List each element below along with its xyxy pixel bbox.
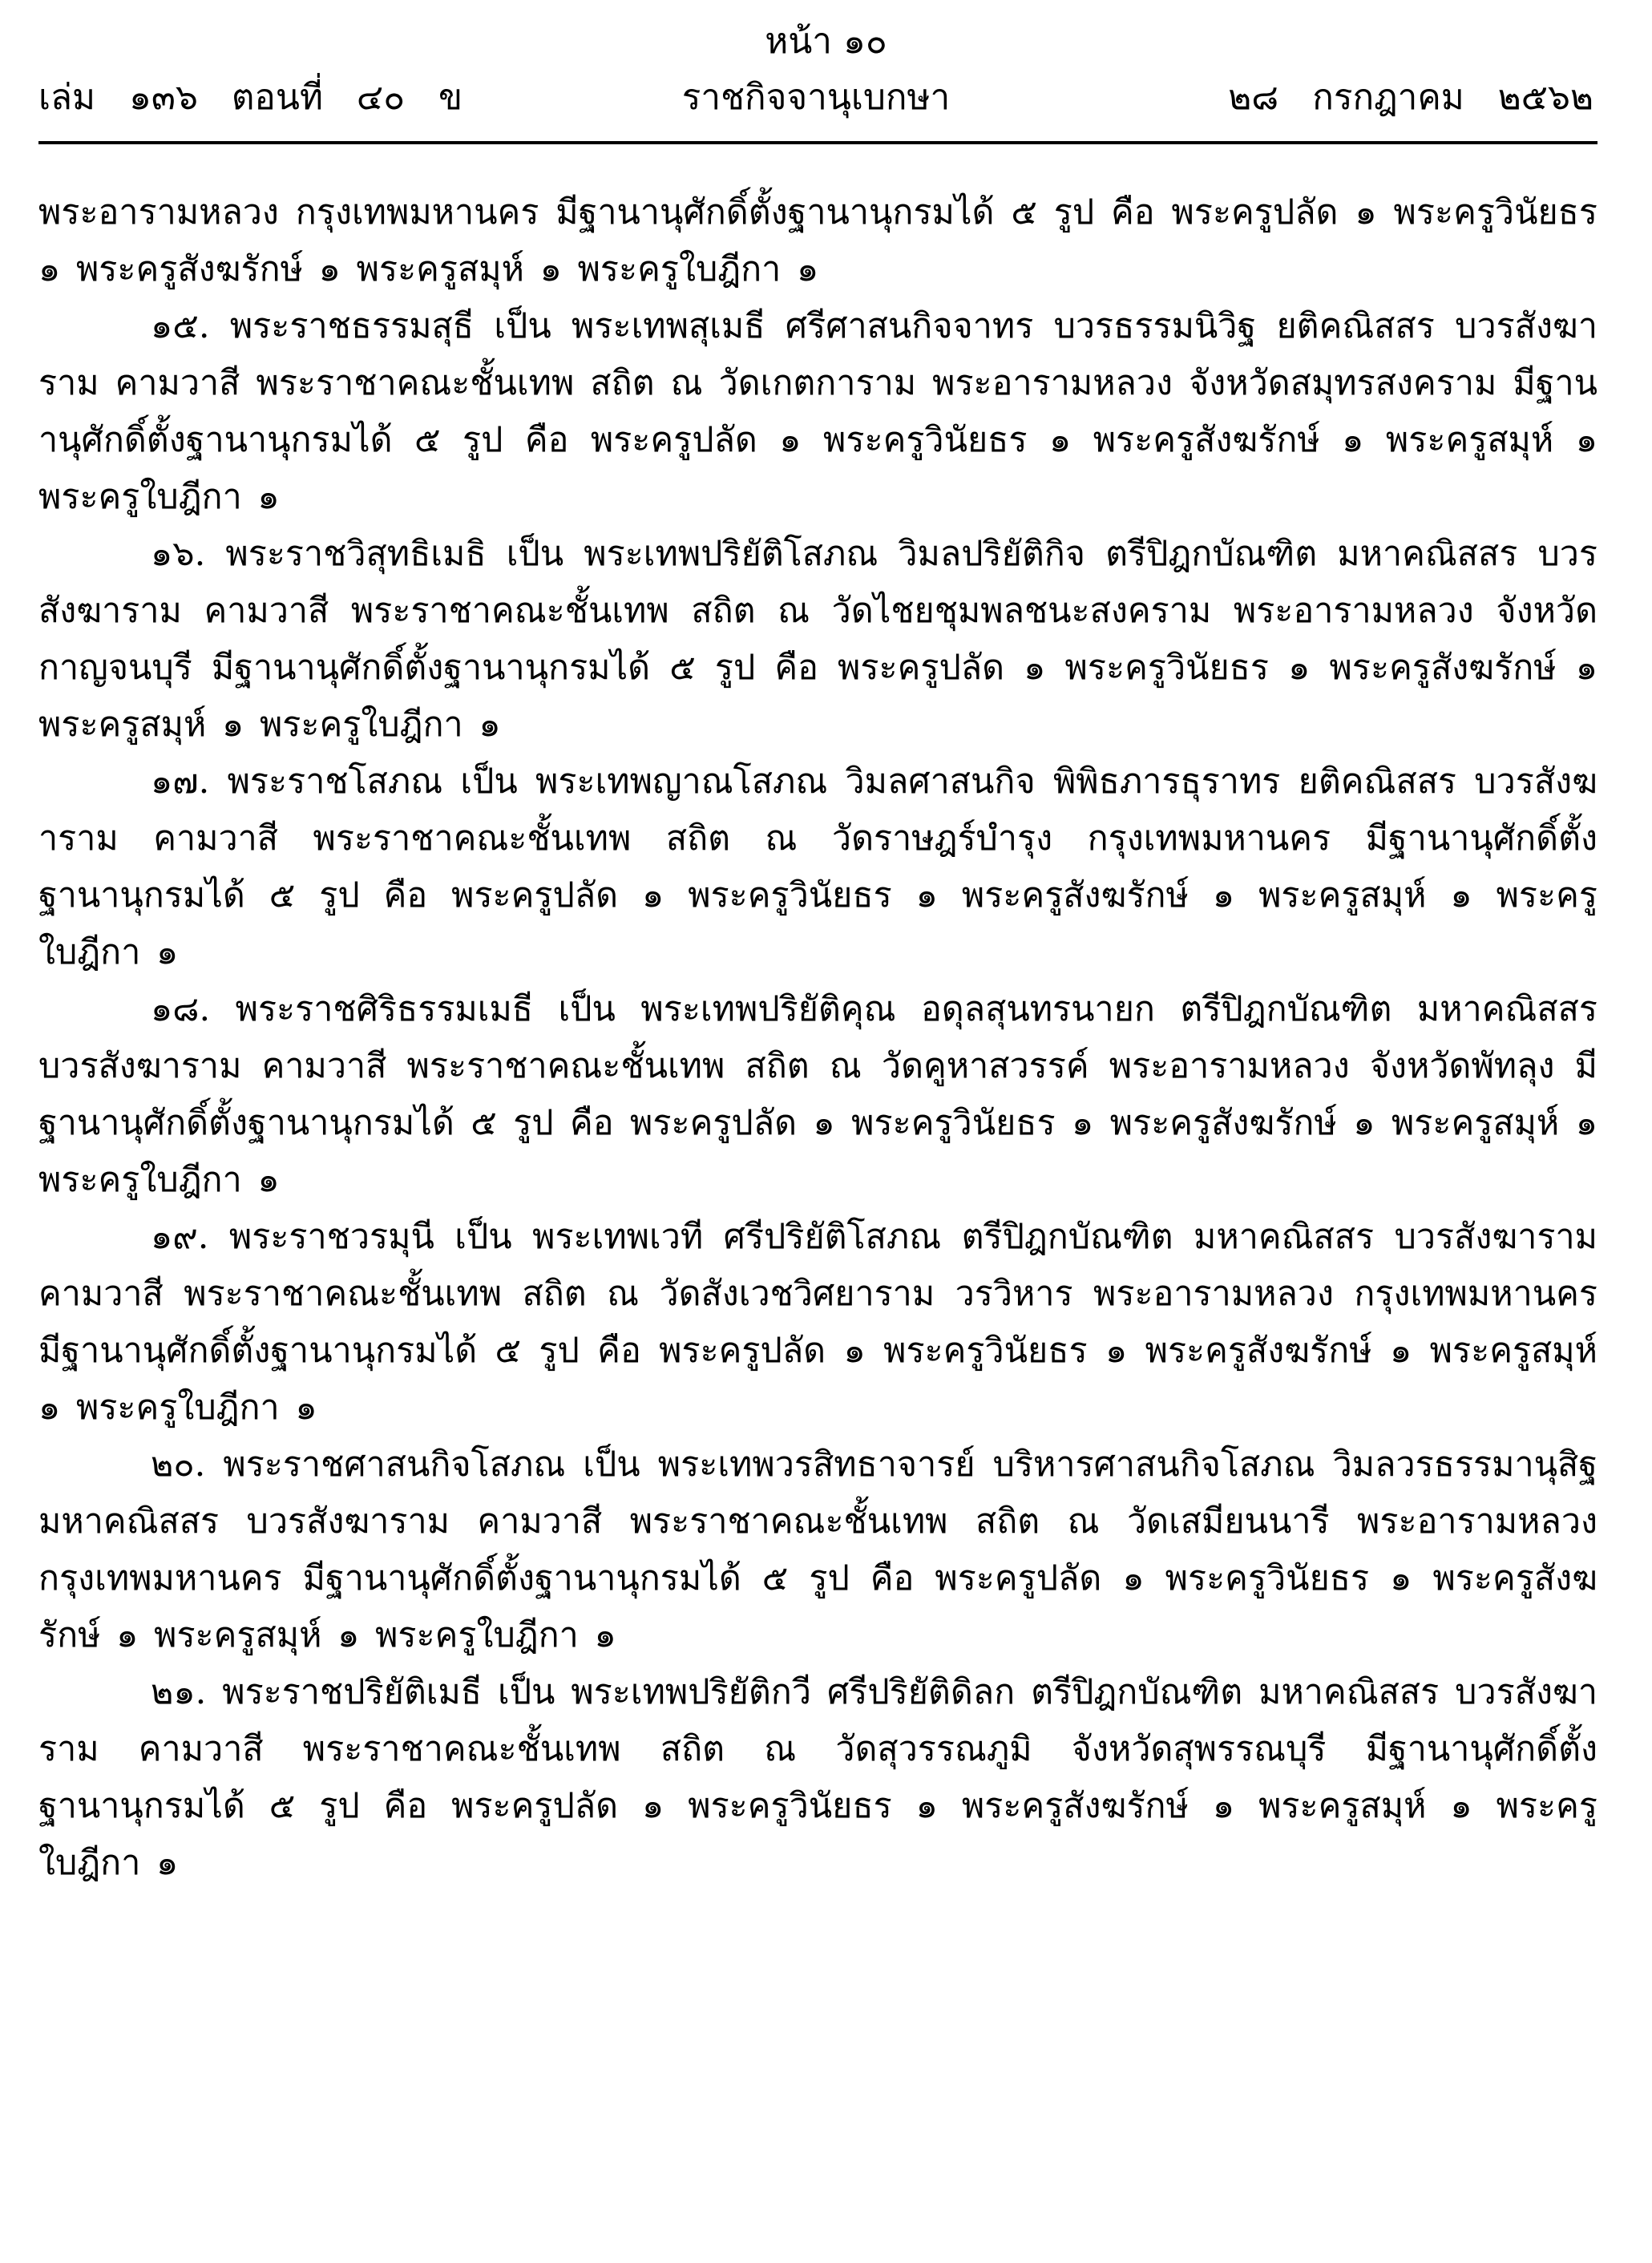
volume-issue: เล่ม ๑๓๖ ตอนที่ ๔๐ ข [38,77,463,118]
document-body [38,184,1597,1892]
paragraph-item-15: ๑๕. พระราชธรรมสุธี เป็น พระเทพสุเมธี ศรีศาสนกิจจาทร บวรธรรมนิวิฐ ยติคณิสสร บวรสังฆาราม คามวาสี พระราชาคณะชั้นเทพ สถิต ณ วัดเกตการาม พระอารามหลวง จังหวัดสมุทรสงคราม มีฐานานุศักดิ์ตั้งฐานานุกรมได้ ๕ รูป คือ พระครูปลัด ๑ พระครูวินัยธร ๑ พระครูสังฆรักษ์ ๑ พระครูสมุห์ ๑ พระครูใบฎีกา ๑ [38,306,1597,517]
page-number: หน้า ๑๐ [765,21,887,62]
paragraph-item-20: ๒๐. พระราชศาสนกิจโสภณ เป็น พระเทพวรสิทธาจารย์ บริหารศาสนกิจโสภณ วิมลวรธรรมานุสิฐ มหาคณิสสร บวรสังฆาราม คามวาสี พระราชาคณะชั้นเทพ สถิต ณ วัดเสมียนนารี พระอารามหลวง กรุงเทพมหานคร มีฐานานุศักดิ์ตั้งฐานานุกรมได้ ๕ รูป คือ พระครูปลัด ๑ พระครูวินัยธร ๑ พระครูสังฆรักษ์ ๑ พระครูสมุห์ ๑ พระครูใบฎีกา ๑ [38,1445,1597,1655]
gazette-header [38,74,1593,122]
paragraph-item-18: ๑๘. พระราชศิริธรรมเมธี เป็น พระเทพปริยัติคุณ อดุลสุนทรนายก ตรีปิฎกบัณฑิต มหาคณิสสร บวรสังฆาราม คามวาสี พระราชาคณะชั้นเทพ สถิต ณ วัดคูหาสวรรค์ พระอารามหลวง จังหวัดพัทลุง มีฐานานุศักดิ์ตั้งฐานานุกรมได้ ๕ รูป คือ พระครูปลัด ๑ พระครูวินัยธร ๑ พระครูสังฆรักษ์ ๑ พระครูสมุห์ ๑ พระครูใบฎีกา ๑ [38,989,1597,1200]
publication-title: ราชกิจจานุเบกษา [681,77,951,118]
paragraph-item-21: ๒๑. พระราชปริยัติเมธี เป็น พระเทพปริยัติกวี ศรีปริยัติดิลก ตรีปิฎกบัณฑิต มหาคณิสสร บวรสังฆาราม คามวาสี พระราชาคณะชั้นเทพ สถิต ณ วัดสุวรรณภูมิ จังหวัดสุพรรณบุรี มีฐานานุศักดิ์ตั้งฐานานุกรมได้ ๕ รูป คือ พระครูปลัด ๑ พระครูวินัยธร ๑ พระครูสังฆรักษ์ ๑ พระครูสมุห์ ๑ พระครูใบฎีกา ๑ [38,1672,1597,1883]
paragraph-continuation: พระอารามหลวง กรุงเทพมหานคร มีฐานานุศักดิ์ตั้งฐานานุกรมได้ ๕ รูป คือ พระครูปลัด ๑ พระครูวินัยธร ๑ พระครูสังฆรักษ์ ๑ พระครูสมุห์ ๑ พระครูใบฎีกา ๑ [38,192,1597,289]
paragraph-item-17: ๑๗. พระราชโสภณ เป็น พระเทพญาณโสภณ วิมลศาสนกิจ พิพิธภารธุราทร ยติคณิสสร บวรสังฆาราม คามวาสี พระราชาคณะชั้นเทพ สถิต ณ วัดราษฎร์บำรุง กรุงเทพมหานคร มีฐานานุศักดิ์ตั้งฐานานุกรมได้ ๕ รูป คือ พระครูปลัด ๑ พระครูวินัยธร ๑ พระครูสังฆรักษ์ ๑ พระครูสมุห์ ๑ พระครูใบฎีกา ๑ [38,762,1597,972]
header-divider [38,141,1597,144]
paragraph-item-16: ๑๖. พระราชวิสุทธิเมธิ เป็น พระเทพปริยัติโสภณ วิมลปริยัติกิจ ตรีปิฎกบัณฑิต มหาคณิสสร บวรสังฆาราม คามวาสี พระราชาคณะชั้นเทพ สถิต ณ วัดไชยชุมพลชนะสงคราม พระอารามหลวง จังหวัดกาญจนบุรี มีฐานานุศักดิ์ตั้งฐานานุกรมได้ ๕ รูป คือ พระครูปลัด ๑ พระครูวินัยธร ๑ พระครูสังฆรักษ์ ๑ พระครูสมุห์ ๑ พระครูใบฎีกา ๑ [38,534,1597,745]
paragraph-item-19: ๑๙. พระราชวรมุนี เป็น พระเทพเวที ศรีปริยัติโสภณ ตรีปิฎกบัณฑิต มหาคณิสสร บวรสังฆาราม คามวาสี พระราชาคณะชั้นเทพ สถิต ณ วัดสังเวชวิศยาราม วรวิหาร พระอารามหลวง กรุงเทพมหานคร มีฐานานุศักดิ์ตั้งฐานานุกรมได้ ๕ รูป คือ พระครูปลัด ๑ พระครูวินัยธร ๑ พระครูสังฆรักษ์ ๑ พระครูสมุห์ ๑ พระครูใบฎีกา ๑ [38,1217,1597,1428]
publication-date: ๒๘ กรกฎาคม ๒๕๖๒ [1228,77,1593,118]
